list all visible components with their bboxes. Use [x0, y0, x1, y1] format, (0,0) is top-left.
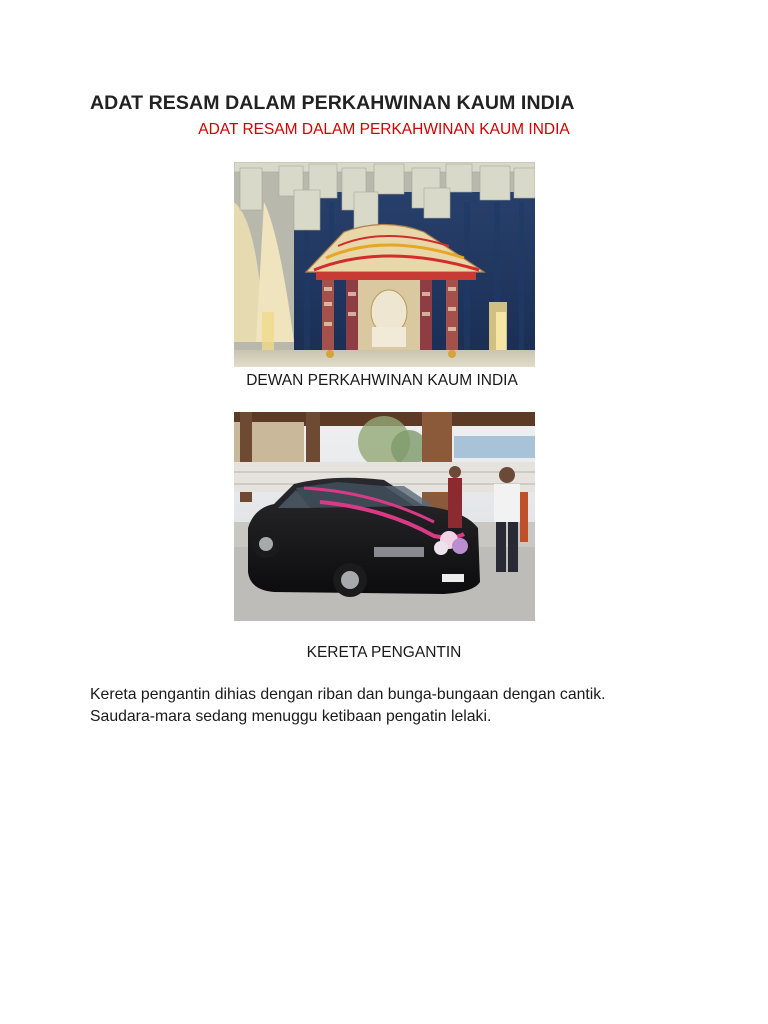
document-subtitle	[0, 121, 768, 139]
hall-photo-caption: DEWAN PERKAHWINAN KAUM INDIA	[246, 372, 518, 389]
car-photo-caption: KERETA PENGANTIN	[306, 644, 462, 661]
wedding-hall-photo	[234, 162, 535, 367]
body-paragraph: Kereta pengantin dihias dengan riban dan bunga-bungaan dengan cantik. Saudara-mara sedang menuggu ketibaan pengatin lelaki.	[90, 686, 606, 725]
subtitle-text: ADAT RESAM DALAM PERKAHWINAN KAUM INDIA	[198, 121, 570, 138]
bridal-car-photo	[234, 412, 535, 621]
document-title: ADAT RESAM DALAM PERKAHWINAN KAUM INDIA	[90, 92, 575, 114]
